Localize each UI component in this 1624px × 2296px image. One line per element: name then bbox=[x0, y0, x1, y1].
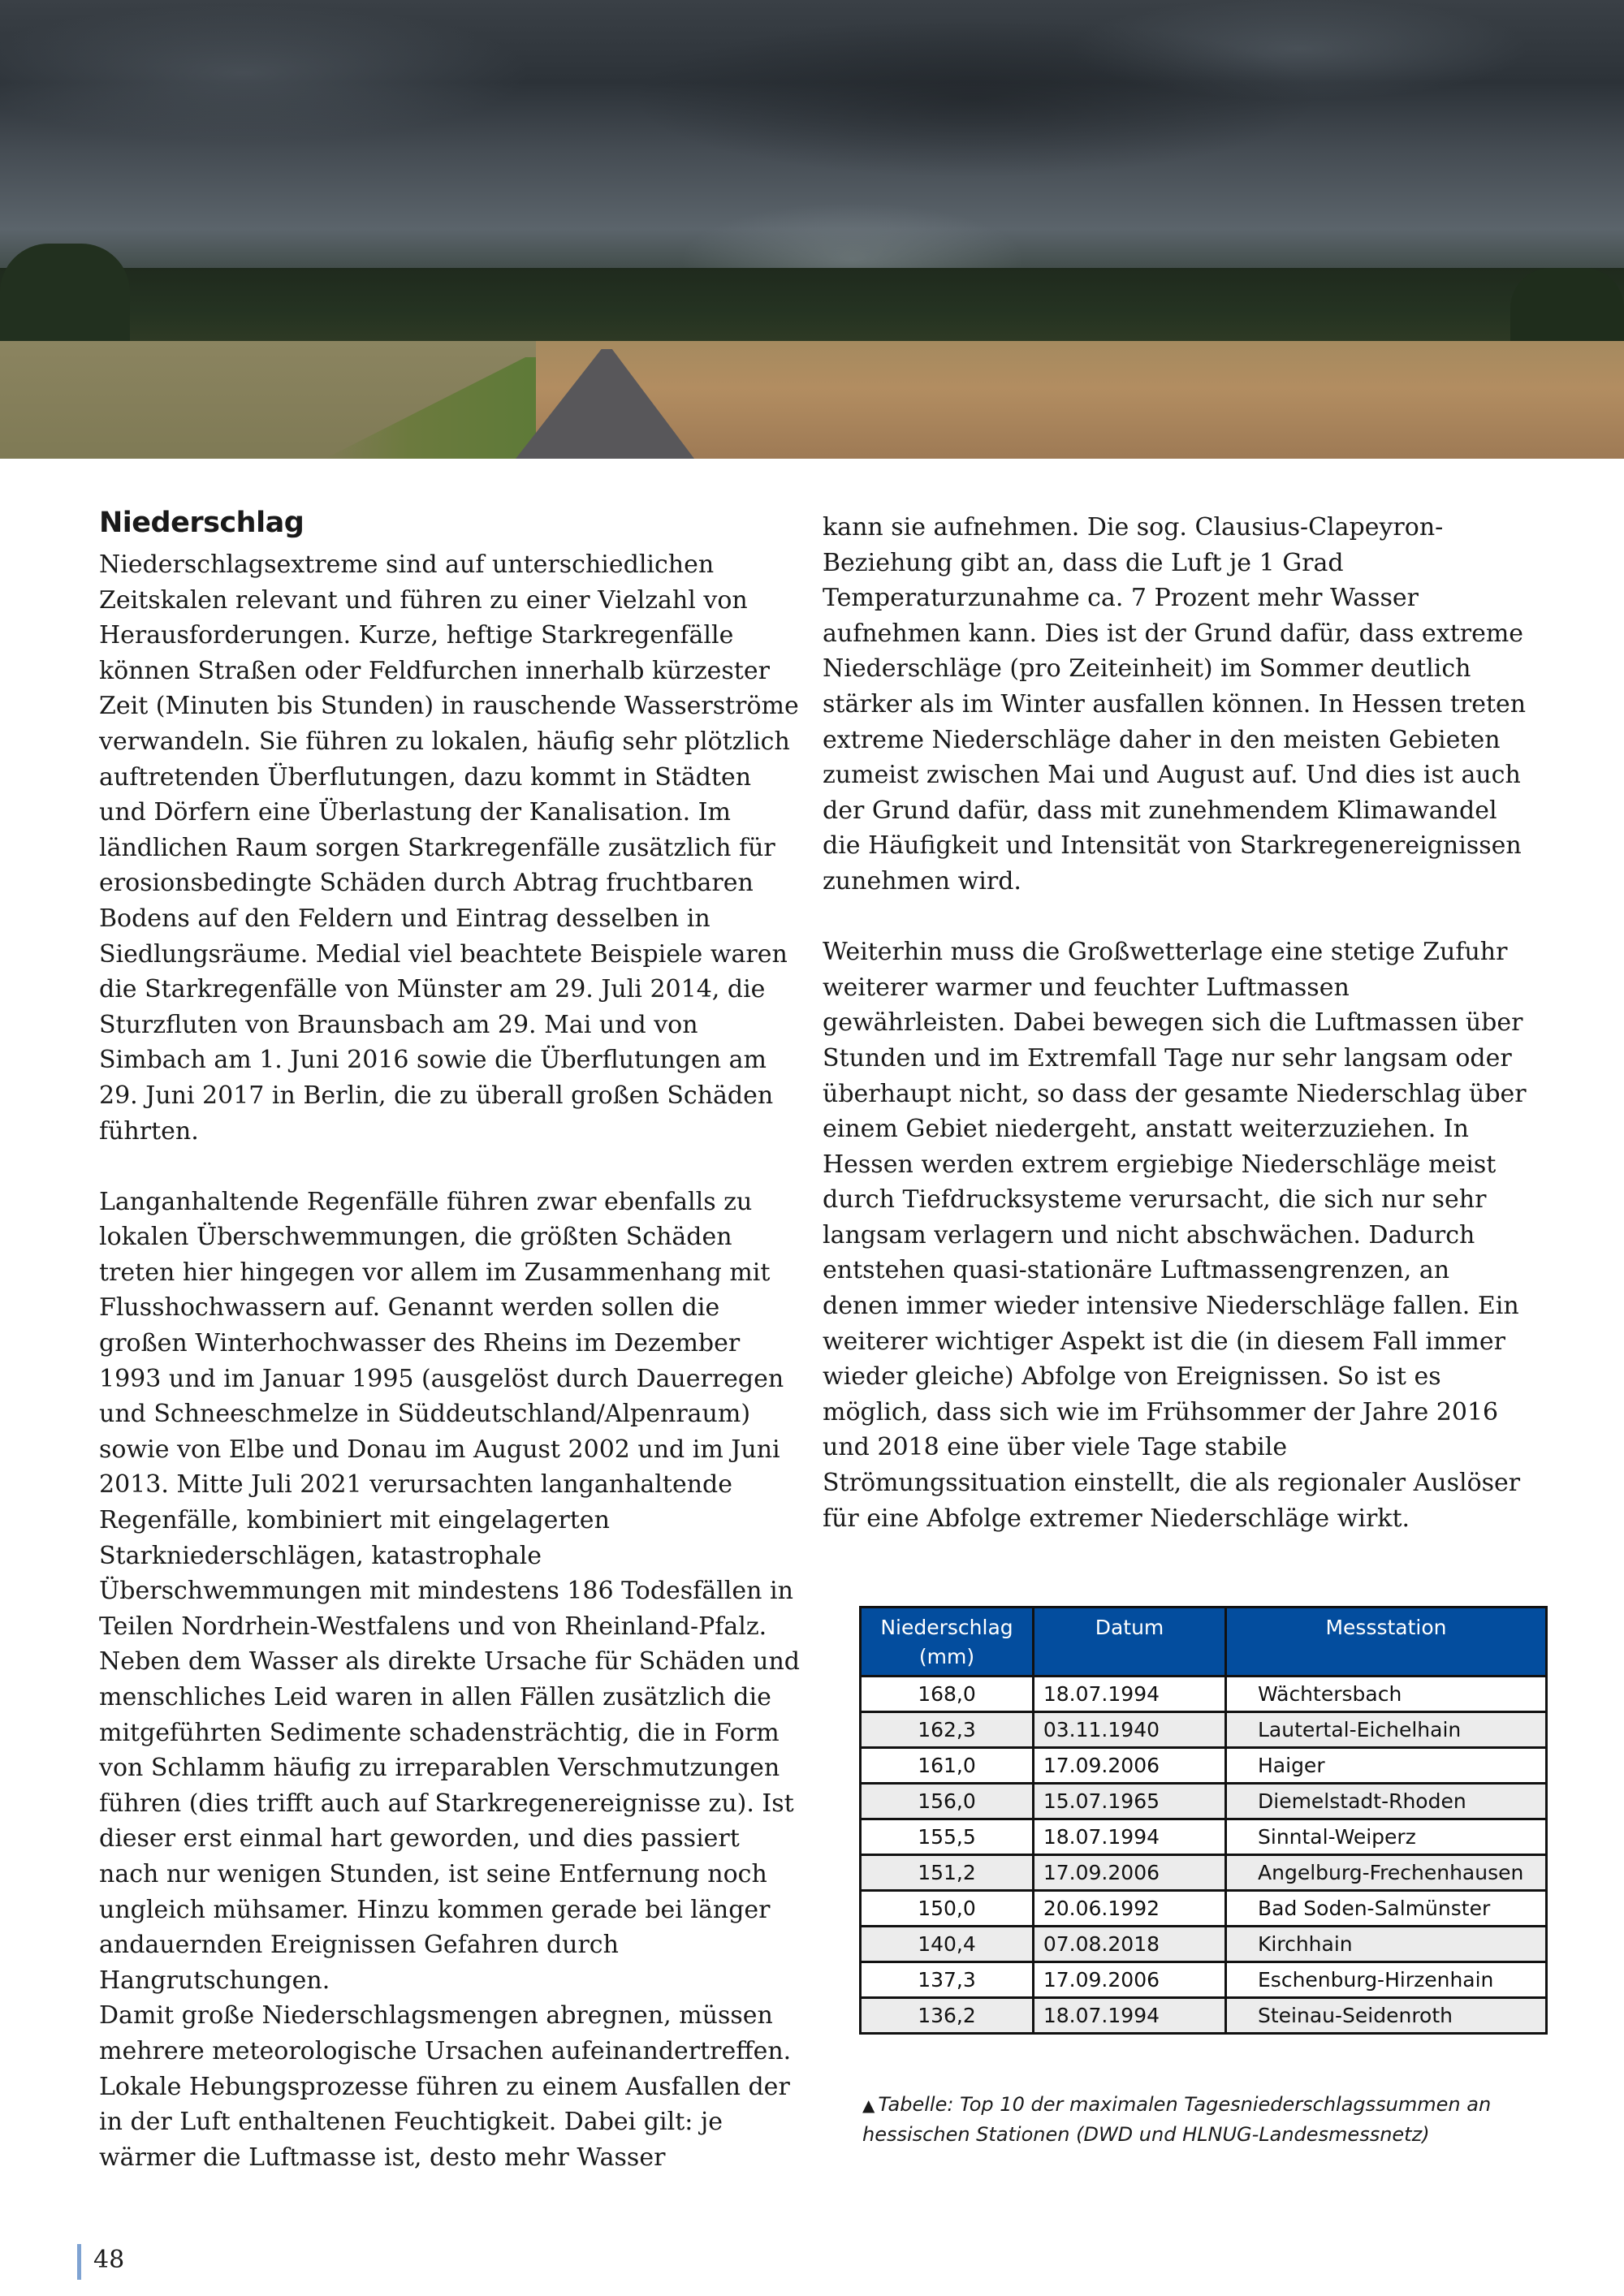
cell-messstation: Lautertal-Eichelhain bbox=[1226, 1712, 1547, 1748]
table-row bbox=[861, 1927, 1547, 1962]
cell-niederschlag: 162,3 bbox=[861, 1712, 1034, 1748]
cell-niederschlag: 155,5 bbox=[861, 1819, 1034, 1855]
right-column bbox=[823, 510, 1529, 1536]
hero-photo bbox=[0, 0, 1624, 459]
tree-line bbox=[0, 268, 1624, 345]
cell-messstation: Steinau-Seidenroth bbox=[1226, 1998, 1547, 2034]
page-number-accent-bar bbox=[77, 2244, 81, 2280]
table-row bbox=[861, 1748, 1547, 1784]
paragraph: Niederschlagsextreme sind auf unterschiedlichen Zeitskalen relevant und führen zu einer Vielzahl von Herausforderungen. Kurze, heftige Starkregenfälle können Straßen oder Feldfurchen innerhalb kürzester Zeit (Minuten bis Stunden) in rauschende Wasserströme verwandeln. Sie führen zu lokalen, häufig sehr plötzlich auftretenden Überflutungen, dazu kommt in Städten und Dörfern eine Überlastung der Kanalisation. Im ländlichen Raum sorgen Starkregenfälle zusätzlich für erosionsbedingte Schäden durch Abtrag fruchtbaren Bodens auf den Feldern und Eintrag desselben in Siedlungsräume. Medial viel beachtete Beispiele waren die Starkregenfälle von Münster am 29. Juli 2014, die Sturzfluten von Braunsbach am 29. Mai und von Simbach am 1. Juni 2016 sowie die Überflutungen am 29. Juni 2017 in Berlin, die zu überall großen Schäden führten. bbox=[99, 550, 799, 1146]
cell-messstation: Bad Soden-Salmünster bbox=[1226, 1891, 1547, 1927]
table-caption bbox=[862, 2090, 1561, 2149]
precipitation-table bbox=[859, 1606, 1548, 2035]
paragraph: Weiterhin muss die Großwetterlage eine stetige Zufuhr weiterer warmer und feuchter Luftmassen gewährleisten. Dabei bewegen sich die Luftmassen über Stunden und im Extremfall Tage nur sehr langsam oder überhaupt nicht, so dass der gesamte Niederschlag über einem Gebiet niedergeht, anstatt weiterzuziehen. In Hessen werden extrem ergiebige Niederschläge meist durch Tiefdrucksysteme verursacht, die sich nur sehr langsam verlagern und nicht abschwächen. Dadurch entstehen quasi-stationäre Luftmassengrenzen, an denen immer wieder intensive Niederschläge fallen. Ein weiterer wichtiger Aspekt ist die (in diesem Fall immer wieder gleiche) Abfolge von Ereignissen. So ist es möglich, dass sich wie im Frühsommer der Jahre 2016 und 2018 eine über viele Tage stabile Strömungssituation einstellt, die als regionaler Auslöser für eine Abfolge extremer Niederschläge wirkt. bbox=[823, 938, 1527, 1533]
cell-niederschlag: 161,0 bbox=[861, 1748, 1034, 1784]
cell-messstation: Wächtersbach bbox=[1226, 1677, 1547, 1712]
caption-text: Tabelle: Top 10 der maximalen Tagesniederschlagssummen an hessischen Stationen (DWD und HLNUG-Landesmessnetz) bbox=[862, 2093, 1492, 2146]
cell-niederschlag: 137,3 bbox=[861, 1962, 1034, 1998]
triangle-up-icon: ▲ bbox=[862, 2095, 875, 2115]
cell-niederschlag: 156,0 bbox=[861, 1784, 1034, 1819]
left-column bbox=[99, 503, 806, 2175]
table-row bbox=[861, 1998, 1547, 2034]
column-header-messstation: Messstation bbox=[1226, 1608, 1547, 1677]
cell-messstation: Angelburg-Frechenhausen bbox=[1226, 1855, 1547, 1891]
table-row bbox=[861, 1891, 1547, 1927]
cell-datum: 17.09.2006 bbox=[1034, 1748, 1226, 1784]
cell-niederschlag: 136,2 bbox=[861, 1998, 1034, 2034]
cell-datum: 17.09.2006 bbox=[1034, 1855, 1226, 1891]
cell-niederschlag: 168,0 bbox=[861, 1677, 1034, 1712]
cell-datum: 07.08.2018 bbox=[1034, 1927, 1226, 1962]
table-row bbox=[861, 1855, 1547, 1891]
cell-messstation: Kirchhain bbox=[1226, 1927, 1547, 1962]
cell-messstation: Diemelstadt-Rhoden bbox=[1226, 1784, 1547, 1819]
table-row bbox=[861, 1677, 1547, 1712]
cell-datum: 20.06.1992 bbox=[1034, 1891, 1226, 1927]
column-header-datum: Datum bbox=[1034, 1608, 1226, 1677]
table-row bbox=[861, 1784, 1547, 1819]
paragraph: Damit große Niederschlagsmengen abregnen, müssen mehrere meteorologische Ursachen aufeinandertreffen. Lokale Hebungsprozesse führen zu einem Ausfallen der in der Luft enthaltenen Feuchtigkeit. Dabei gilt: je wärmer die Luftmasse ist, desto mehr Wasser bbox=[99, 2001, 792, 2172]
paragraph: kann sie aufnehmen. Die sog. Clausius-Clapeyron-Beziehung gibt an, dass die Luft je 1 Grad Temperaturzunahme ca. 7 Prozent mehr Wasser aufnehmen kann. Dies ist der Grund dafür, dass extreme Niederschläge (pro Zeiteinheit) im Sommer deutlich stärker als im Winter ausfallen können. In Hessen treten extreme Niederschläge daher in den meisten Gebieten zumeist zwischen Mai und August auf. Und dies ist auch der Grund dafür, dass mit zunehmendem Klimawandel die Häufigkeit und Intensität von Starkregenereignissen zunehmen wird. bbox=[823, 513, 1527, 896]
table-row bbox=[861, 1962, 1547, 1998]
cell-niederschlag: 151,2 bbox=[861, 1855, 1034, 1891]
precipitation-table-container bbox=[859, 1606, 1548, 2035]
cell-datum: 15.07.1965 bbox=[1034, 1784, 1226, 1819]
table-row bbox=[861, 1819, 1547, 1855]
table-row bbox=[861, 1712, 1547, 1748]
paragraph: Langanhaltende Regenfälle führen zwar ebenfalls zu lokalen Überschwemmungen, die größten Schäden treten hier hingegen vor allem im Zusammenhang mit Flusshochwassern auf. Genannt werden sollen die großen Winterhochwasser des Rheins im Dezember 1993 und im Januar 1995 (ausgelöst durch Dauerregen und Schneeschmelze in Süddeutschland/Alpenraum) sowie von Elbe und Donau im August 2002 und im Juni 2013. Mitte Juli 2021 verursachten langanhaltende Regenfälle, kombiniert mit eingelagerten Starkniederschlägen, katastrophale Überschwemmungen mit mindestens 186 Todesfällen in Teilen Nordrhein-Westfalens und von Rheinland-Pfalz. Neben dem Wasser als direkte Ursache für Schäden und menschliches Leid waren in allen Fällen zusätzlich die mitgeführten Sedimente schadensträchtig, die in Form von Schlamm häufig zu irreparablen Verschmutzungen führen (dies trifft auch auf Starkregenereignisse zu). Ist dieser erst einmal hart geworden, und dies passiert nach nur wenigen Stunden, ist seine Entfernung noch ungleich mühsamer. Hinzu kommen gerade bei länger andauernden Ereignissen Gefahren durch Hangrutschungen. bbox=[99, 1187, 800, 1995]
table-header-row bbox=[861, 1608, 1547, 1677]
column-header-niederschlag: Niederschlag (mm) bbox=[861, 1608, 1034, 1677]
cell-niederschlag: 140,4 bbox=[861, 1927, 1034, 1962]
cell-datum: 18.07.1994 bbox=[1034, 1677, 1226, 1712]
cell-datum: 03.11.1940 bbox=[1034, 1712, 1226, 1748]
cell-datum: 18.07.1994 bbox=[1034, 1819, 1226, 1855]
cell-niederschlag: 150,0 bbox=[861, 1891, 1034, 1927]
cell-messstation: Sinntal-Weiperz bbox=[1226, 1819, 1547, 1855]
page-number: 48 bbox=[93, 2246, 125, 2274]
cell-datum: 17.09.2006 bbox=[1034, 1962, 1226, 1998]
cell-messstation: Haiger bbox=[1226, 1748, 1547, 1784]
cell-datum: 18.07.1994 bbox=[1034, 1998, 1226, 2034]
section-heading: Niederschlag bbox=[99, 507, 304, 539]
cell-messstation: Eschenburg-Hirzenhain bbox=[1226, 1962, 1547, 1998]
trees-left bbox=[0, 244, 130, 357]
